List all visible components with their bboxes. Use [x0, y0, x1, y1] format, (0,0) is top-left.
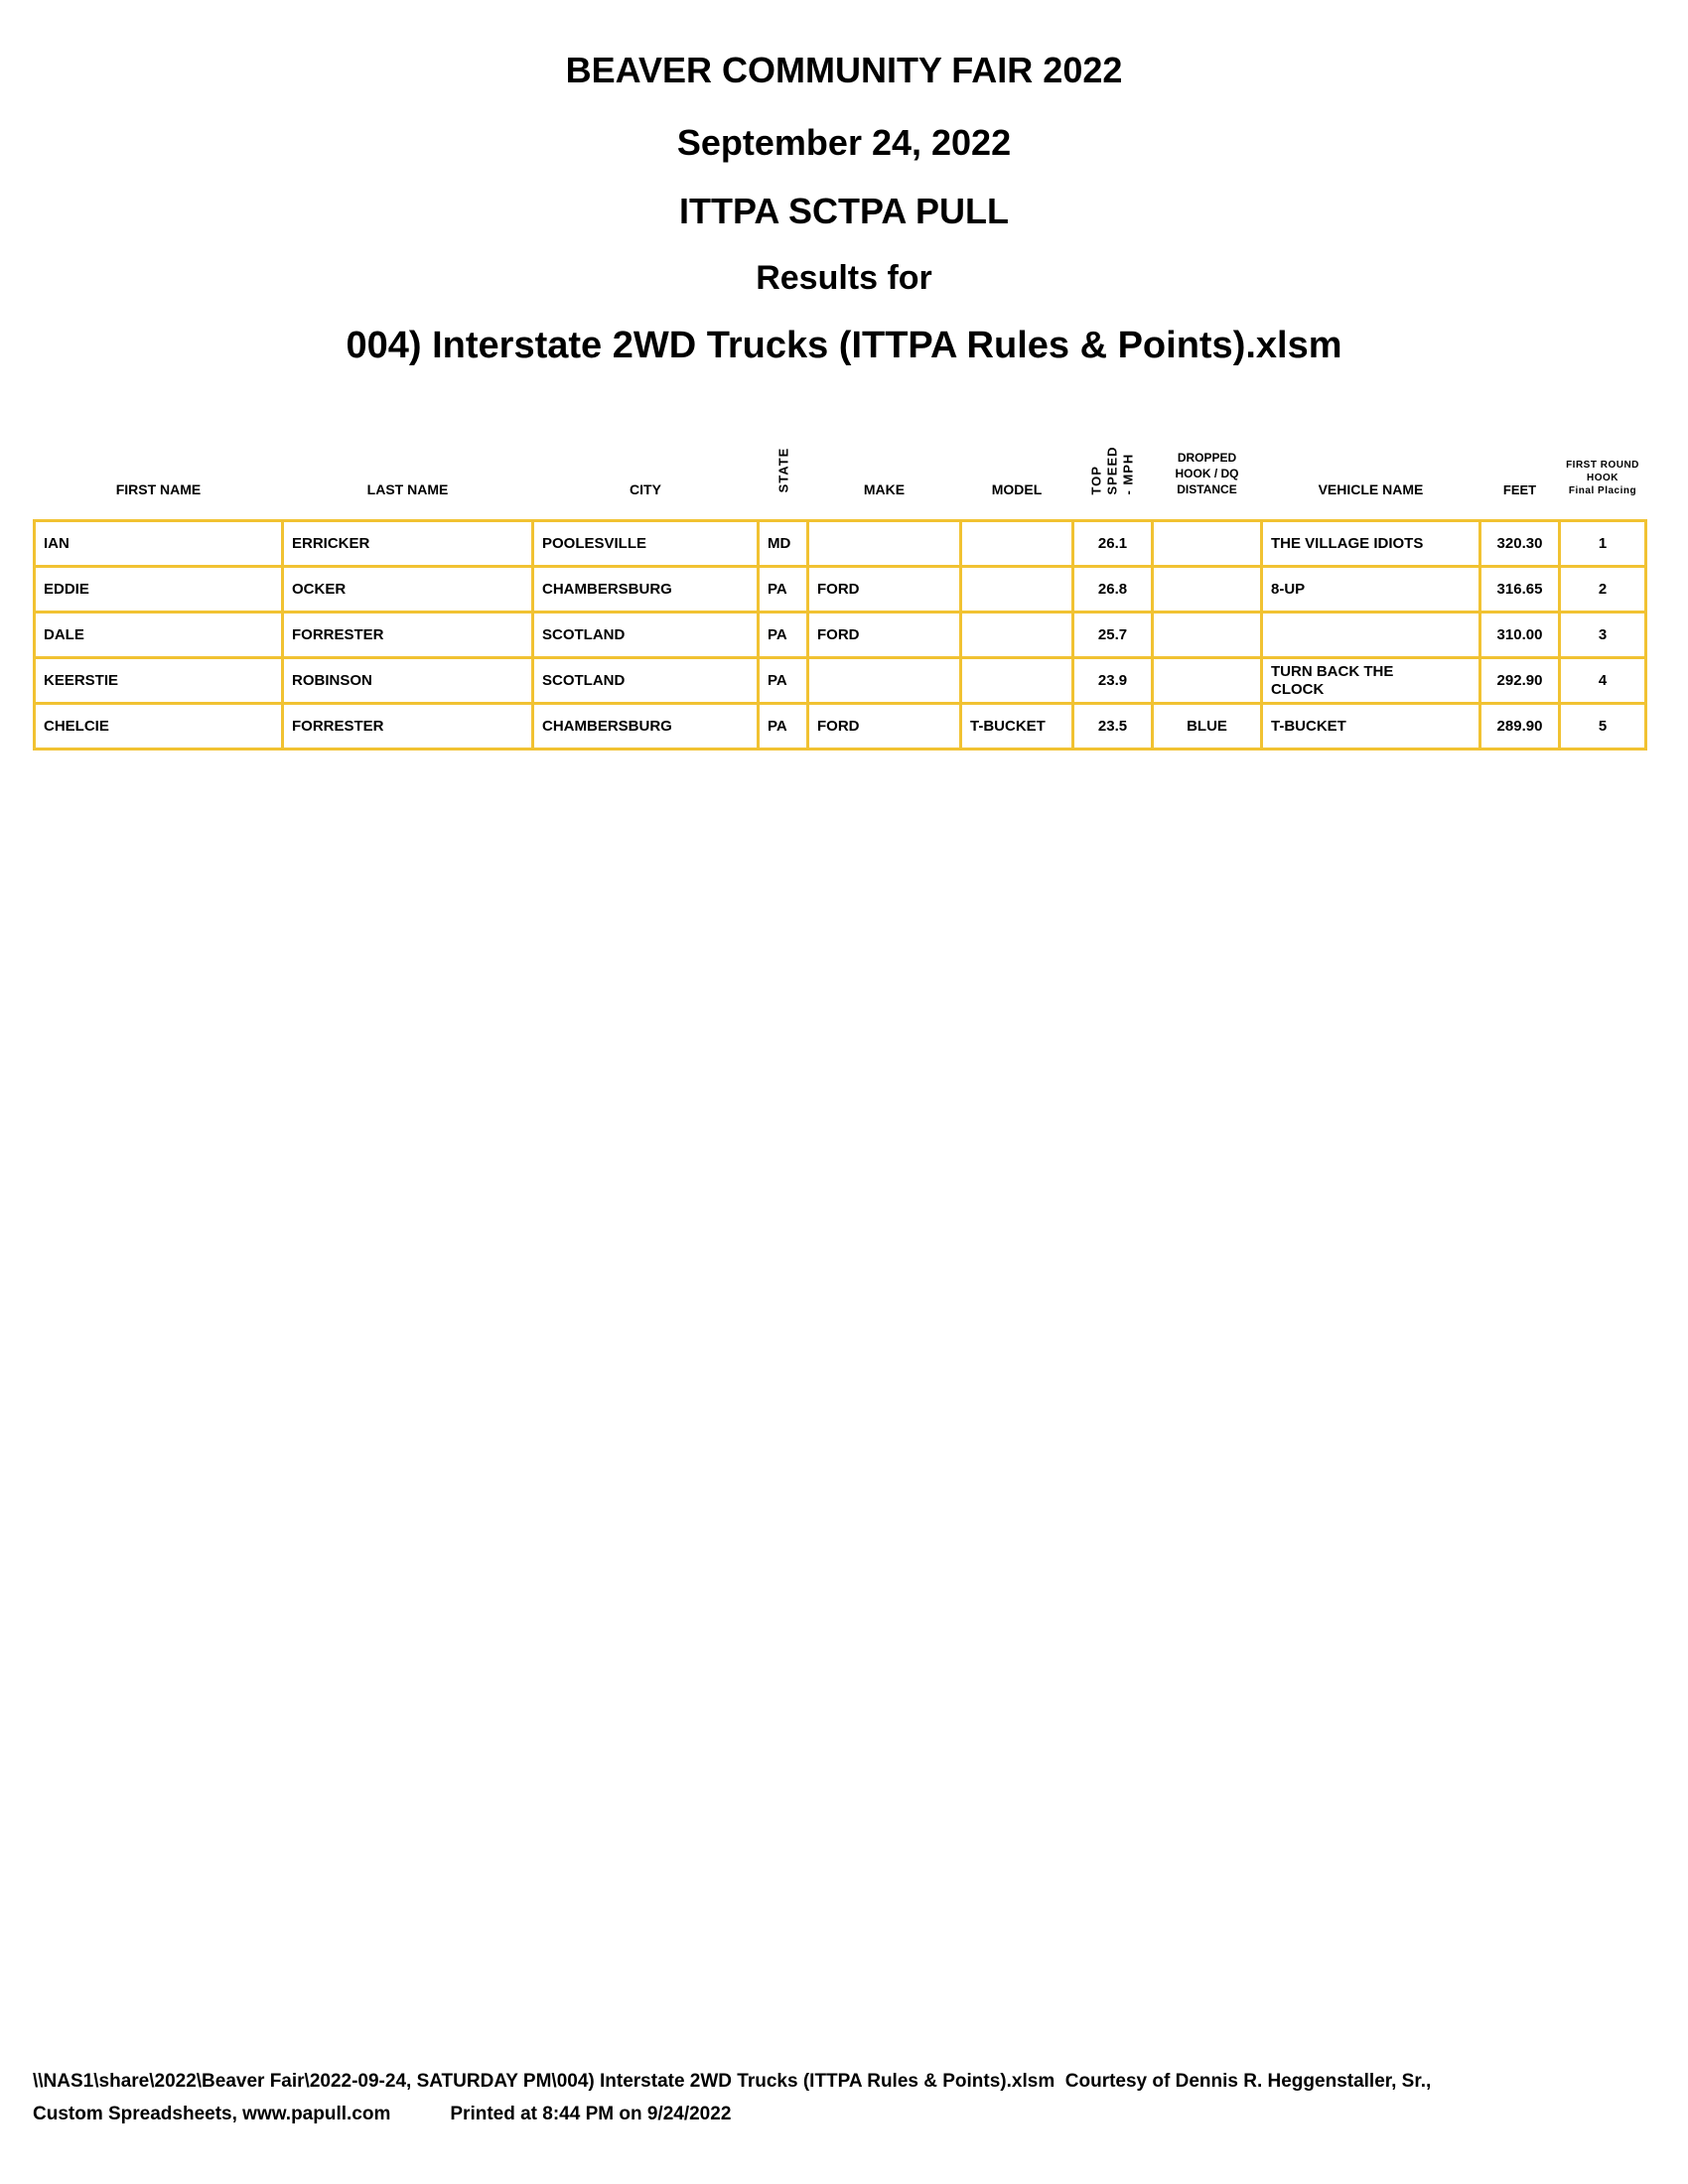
- top-speed-line-2: SPEED: [1104, 445, 1120, 495]
- results-table-header: [35, 421, 1646, 521]
- cell-city: POOLESVILLE: [533, 521, 759, 567]
- cell-top-speed: 23.5: [1073, 704, 1153, 750]
- cell-state: PA: [759, 613, 808, 658]
- cell-dropped: [1153, 521, 1262, 567]
- cell-dropped: [1153, 567, 1262, 613]
- cell-state: PA: [759, 658, 808, 704]
- cell-first-name: IAN: [35, 521, 283, 567]
- cell-last-name: ERRICKER: [283, 521, 533, 567]
- results-label: Results for: [756, 259, 932, 297]
- top-speed-line-1: TOP: [1088, 465, 1104, 495]
- vehicle-name-header: VEHICLE NAME: [1318, 481, 1424, 497]
- footer-credits-left: Custom Spreadsheets, www.papull.com: [33, 2104, 391, 2124]
- cell-placing: 4: [1560, 658, 1646, 704]
- cell-last-name: FORRESTER: [283, 704, 533, 750]
- cell-vehicle-name: THE VILLAGE IDIOTS: [1262, 521, 1480, 567]
- make-header: MAKE: [863, 481, 906, 497]
- top-speed-header-label: [1088, 446, 1136, 494]
- cell-model: T-BUCKET: [961, 704, 1073, 750]
- cell-state: PA: [759, 704, 808, 750]
- cell-feet: 292.90: [1480, 658, 1560, 704]
- table-row: [35, 704, 1646, 750]
- dropped-line-1: DROPPED: [1177, 451, 1237, 465]
- cell-feet: 310.00: [1480, 613, 1560, 658]
- cell-make: [808, 521, 961, 567]
- dropped-line-2: HOOK / DQ: [1175, 467, 1239, 480]
- header-row: [35, 421, 1646, 521]
- top-speed-header: [1073, 421, 1153, 521]
- placing-header: [1560, 421, 1646, 521]
- last-name-header: LAST NAME: [366, 481, 449, 497]
- placing-line-1: FIRST ROUND: [1566, 460, 1639, 471]
- cell-last-name: ROBINSON: [283, 658, 533, 704]
- cell-state: MD: [759, 521, 808, 567]
- footer-printed-at: Printed at 8:44 PM on 9/24/2022: [450, 2104, 732, 2124]
- cell-city: CHAMBERSBURG: [533, 567, 759, 613]
- cell-state: PA: [759, 567, 808, 613]
- state-header-label: STATE: [775, 447, 790, 493]
- cell-dropped: BLUE: [1153, 704, 1262, 750]
- cell-placing: 1: [1560, 521, 1646, 567]
- state-header: [759, 421, 808, 521]
- cell-make: FORD: [808, 613, 961, 658]
- first-name-header: FIRST NAME: [115, 481, 202, 497]
- cell-first-name: EDDIE: [35, 567, 283, 613]
- event-date: September 24, 2022: [676, 122, 1012, 163]
- footer-credits: [33, 2104, 1661, 2125]
- cell-model: [961, 658, 1073, 704]
- table-row: [35, 613, 1646, 658]
- table-row: [35, 658, 1646, 704]
- cell-feet: 320.30: [1480, 521, 1560, 567]
- cell-model: [961, 613, 1073, 658]
- cell-first-name: DALE: [35, 613, 283, 658]
- cell-vehicle-name: T-BUCKET: [1262, 704, 1480, 750]
- city-header: CITY: [630, 481, 661, 497]
- cell-vehicle-name: 8-UP: [1262, 567, 1480, 613]
- top-speed-line-3: - MPH: [1120, 453, 1136, 495]
- cell-city: SCOTLAND: [533, 658, 759, 704]
- cell-first-name: KEERSTIE: [35, 658, 283, 704]
- vehicle-name-text: TURN BACK THE CLOCK: [1271, 662, 1394, 698]
- top-speed-header-wrap: [1073, 421, 1153, 519]
- cell-placing: 2: [1560, 567, 1646, 613]
- dropped-line-3: DISTANCE: [1177, 482, 1237, 496]
- cell-top-speed: 25.7: [1073, 613, 1153, 658]
- cell-vehicle-name: [1262, 613, 1480, 658]
- model-header: MODEL: [991, 481, 1043, 497]
- cell-top-speed: 26.1: [1073, 521, 1153, 567]
- report-footer: [33, 2071, 1661, 2125]
- cell-feet: 289.90: [1480, 704, 1560, 750]
- feet-header: FEET: [1502, 482, 1537, 497]
- title-block: [0, 50, 1688, 367]
- cell-top-speed: 26.8: [1073, 567, 1153, 613]
- footer-file-path: \\NAS1\share\2022\Beaver Fair\2022-09-24, SATURDAY PM\004) Interstate 2WD Trucks (ITTPA Rules & Points).xlsm Courtesy of Dennis R. Heggenstaller, Sr.,: [33, 2071, 1432, 2092]
- dropped-hook-header: [1153, 421, 1262, 521]
- cell-first-name: CHELCIE: [35, 704, 283, 750]
- cell-last-name: FORRESTER: [283, 613, 533, 658]
- results-table: [33, 421, 1647, 751]
- class-file-name: 004) Interstate 2WD Trucks (ITTPA Rules & Points).xlsm: [346, 325, 1342, 366]
- cell-model: [961, 521, 1073, 567]
- placing-line-3: Final Placing: [1568, 485, 1637, 496]
- pull-name: ITTPA SCTPA PULL: [679, 191, 1009, 231]
- cell-vehicle-name: [1262, 658, 1480, 704]
- cell-make: [808, 658, 961, 704]
- cell-placing: 5: [1560, 704, 1646, 750]
- cell-make: FORD: [808, 567, 961, 613]
- cell-top-speed: 23.9: [1073, 658, 1153, 704]
- cell-last-name: OCKER: [283, 567, 533, 613]
- placing-line-2: HOOK: [1587, 473, 1618, 483]
- table-row: [35, 521, 1646, 567]
- cell-city: CHAMBERSBURG: [533, 704, 759, 750]
- cell-dropped: [1153, 613, 1262, 658]
- event-name: BEAVER COMMUNITY FAIR 2022: [565, 50, 1123, 90]
- cell-city: SCOTLAND: [533, 613, 759, 658]
- table-row: [35, 567, 1646, 613]
- results-table-body: [35, 521, 1646, 750]
- cell-dropped: [1153, 658, 1262, 704]
- cell-placing: 3: [1560, 613, 1646, 658]
- state-header-wrap: [759, 421, 808, 519]
- cell-make: FORD: [808, 704, 961, 750]
- cell-feet: 316.65: [1480, 567, 1560, 613]
- cell-model: [961, 567, 1073, 613]
